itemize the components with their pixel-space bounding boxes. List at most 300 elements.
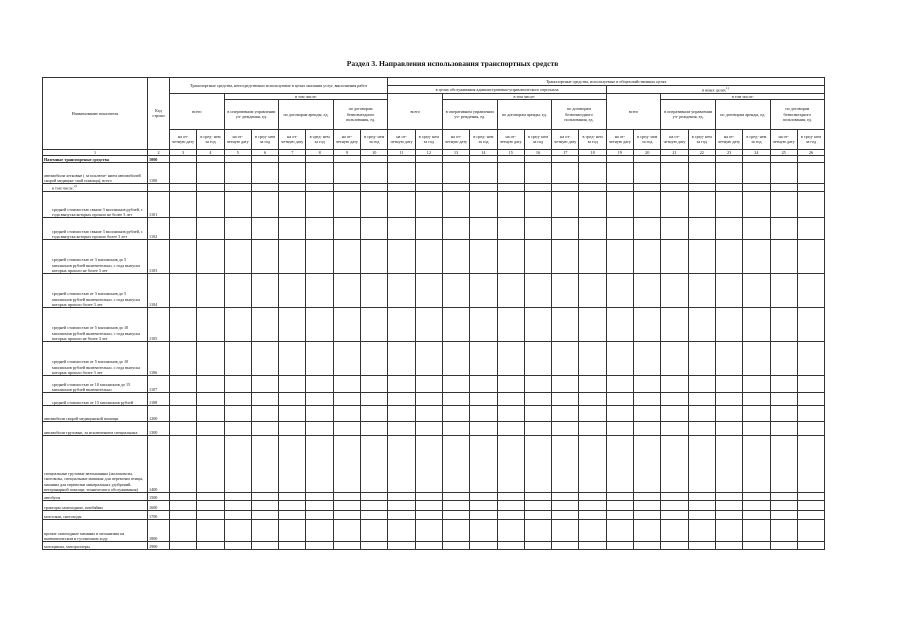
data-cell[interactable] — [442, 393, 469, 406]
data-cell[interactable] — [279, 240, 306, 274]
data-cell[interactable] — [388, 156, 415, 163]
data-cell[interactable] — [388, 192, 415, 218]
data-cell[interactable] — [606, 376, 633, 393]
data-cell[interactable] — [661, 274, 688, 308]
data-cell[interactable] — [197, 192, 224, 218]
data-cell[interactable] — [251, 501, 278, 511]
data-cell[interactable] — [524, 436, 551, 493]
data-cell[interactable] — [715, 184, 742, 192]
data-cell[interactable] — [224, 240, 251, 274]
data-cell[interactable] — [361, 542, 388, 550]
data-cell[interactable] — [333, 511, 360, 520]
data-cell[interactable] — [333, 163, 360, 184]
data-cell[interactable] — [688, 192, 715, 218]
data-cell[interactable] — [251, 342, 278, 376]
data-cell[interactable] — [497, 376, 524, 393]
data-cell[interactable] — [634, 184, 661, 192]
data-cell[interactable] — [415, 342, 442, 376]
data-cell[interactable] — [743, 192, 770, 218]
data-cell[interactable] — [579, 218, 606, 240]
data-cell[interactable] — [306, 240, 333, 274]
data-cell[interactable] — [770, 274, 797, 308]
data-cell[interactable] — [361, 308, 388, 342]
data-cell[interactable] — [306, 192, 333, 218]
data-cell[interactable] — [661, 393, 688, 406]
data-cell[interactable] — [224, 493, 251, 501]
data-cell[interactable] — [715, 240, 742, 274]
data-cell[interactable] — [170, 342, 197, 376]
data-cell[interactable] — [770, 422, 797, 436]
data-cell[interactable] — [770, 501, 797, 511]
data-cell[interactable] — [552, 376, 579, 393]
data-cell[interactable] — [306, 520, 333, 542]
data-cell[interactable] — [552, 156, 579, 163]
data-cell[interactable] — [279, 376, 306, 393]
data-cell[interactable] — [170, 520, 197, 542]
data-cell[interactable] — [251, 436, 278, 493]
data-cell[interactable] — [661, 406, 688, 422]
data-cell[interactable] — [579, 184, 606, 192]
data-cell[interactable] — [497, 493, 524, 501]
data-cell[interactable] — [524, 342, 551, 376]
data-cell[interactable] — [497, 501, 524, 511]
data-cell[interactable] — [415, 163, 442, 184]
data-cell[interactable] — [743, 184, 770, 192]
data-cell[interactable] — [442, 520, 469, 542]
data-cell[interactable] — [634, 218, 661, 240]
data-cell[interactable] — [197, 422, 224, 436]
data-cell[interactable] — [224, 274, 251, 308]
data-cell[interactable] — [442, 192, 469, 218]
data-cell[interactable] — [743, 342, 770, 376]
data-cell[interactable] — [606, 156, 633, 163]
data-cell[interactable] — [333, 493, 360, 501]
data-cell[interactable] — [388, 422, 415, 436]
data-cell[interactable] — [470, 240, 497, 274]
data-cell[interactable] — [388, 163, 415, 184]
data-cell[interactable] — [279, 218, 306, 240]
data-cell[interactable] — [579, 493, 606, 501]
data-cell[interactable] — [361, 376, 388, 393]
data-cell[interactable] — [333, 308, 360, 342]
data-cell[interactable] — [388, 501, 415, 511]
data-cell[interactable] — [634, 520, 661, 542]
data-cell[interactable] — [688, 342, 715, 376]
data-cell[interactable] — [579, 274, 606, 308]
data-cell[interactable] — [470, 436, 497, 493]
data-cell[interactable] — [170, 511, 197, 520]
data-cell[interactable] — [170, 376, 197, 393]
data-cell[interactable] — [606, 542, 633, 550]
data-cell[interactable] — [606, 163, 633, 184]
data-cell[interactable] — [797, 436, 824, 493]
data-cell[interactable] — [497, 274, 524, 308]
data-cell[interactable] — [634, 342, 661, 376]
data-cell[interactable] — [797, 163, 824, 184]
data-cell[interactable] — [524, 192, 551, 218]
data-cell[interactable] — [688, 501, 715, 511]
data-cell[interactable] — [251, 406, 278, 422]
data-cell[interactable] — [224, 436, 251, 493]
data-cell[interactable] — [579, 542, 606, 550]
data-cell[interactable] — [552, 406, 579, 422]
data-cell[interactable] — [552, 163, 579, 184]
data-cell[interactable] — [442, 376, 469, 393]
data-cell[interactable] — [279, 393, 306, 406]
data-cell[interactable] — [224, 501, 251, 511]
data-cell[interactable] — [715, 406, 742, 422]
data-cell[interactable] — [552, 274, 579, 308]
data-cell[interactable] — [470, 163, 497, 184]
data-cell[interactable] — [606, 308, 633, 342]
data-cell[interactable] — [634, 501, 661, 511]
data-cell[interactable] — [224, 218, 251, 240]
data-cell[interactable] — [442, 218, 469, 240]
data-cell[interactable] — [415, 542, 442, 550]
data-cell[interactable] — [524, 163, 551, 184]
data-cell[interactable] — [606, 511, 633, 520]
data-cell[interactable] — [606, 184, 633, 192]
data-cell[interactable] — [552, 218, 579, 240]
data-cell[interactable] — [442, 163, 469, 184]
data-cell[interactable] — [170, 218, 197, 240]
data-cell[interactable] — [606, 422, 633, 436]
data-cell[interactable] — [442, 542, 469, 550]
data-cell[interactable] — [606, 436, 633, 493]
data-cell[interactable] — [306, 511, 333, 520]
data-cell[interactable] — [470, 274, 497, 308]
data-cell[interactable] — [415, 493, 442, 501]
data-cell[interactable] — [170, 406, 197, 422]
data-cell[interactable] — [797, 376, 824, 393]
data-cell[interactable] — [306, 274, 333, 308]
data-cell[interactable] — [797, 192, 824, 218]
data-cell[interactable] — [251, 274, 278, 308]
data-cell[interactable] — [770, 493, 797, 501]
data-cell[interactable] — [770, 156, 797, 163]
data-cell[interactable] — [361, 501, 388, 511]
data-cell[interactable] — [770, 520, 797, 542]
data-cell[interactable] — [579, 393, 606, 406]
data-cell[interactable] — [333, 422, 360, 436]
data-cell[interactable] — [770, 542, 797, 550]
data-cell[interactable] — [552, 422, 579, 436]
data-cell[interactable] — [279, 156, 306, 163]
data-cell[interactable] — [442, 274, 469, 308]
data-cell[interactable] — [333, 406, 360, 422]
data-cell[interactable] — [361, 493, 388, 501]
data-cell[interactable] — [606, 393, 633, 406]
data-cell[interactable] — [552, 501, 579, 511]
data-cell[interactable] — [579, 376, 606, 393]
data-cell[interactable] — [224, 308, 251, 342]
data-cell[interactable] — [497, 542, 524, 550]
data-cell[interactable] — [251, 376, 278, 393]
data-cell[interactable] — [470, 511, 497, 520]
data-cell[interactable] — [388, 342, 415, 376]
data-cell[interactable] — [634, 493, 661, 501]
data-cell[interactable] — [715, 192, 742, 218]
data-cell[interactable] — [524, 501, 551, 511]
data-cell[interactable] — [688, 493, 715, 501]
data-cell[interactable] — [743, 163, 770, 184]
data-cell[interactable] — [715, 342, 742, 376]
data-cell[interactable] — [770, 240, 797, 274]
data-cell[interactable] — [306, 163, 333, 184]
data-cell[interactable] — [388, 184, 415, 192]
data-cell[interactable] — [470, 542, 497, 550]
data-cell[interactable] — [661, 163, 688, 184]
data-cell[interactable] — [715, 156, 742, 163]
data-cell[interactable] — [170, 184, 197, 192]
data-cell[interactable] — [170, 308, 197, 342]
data-cell[interactable] — [524, 422, 551, 436]
data-cell[interactable] — [688, 240, 715, 274]
data-cell[interactable] — [388, 520, 415, 542]
data-cell[interactable] — [197, 156, 224, 163]
data-cell[interactable] — [579, 342, 606, 376]
data-cell[interactable] — [470, 501, 497, 511]
data-cell[interactable] — [579, 436, 606, 493]
data-cell[interactable] — [579, 308, 606, 342]
data-cell[interactable] — [497, 156, 524, 163]
data-cell[interactable] — [606, 218, 633, 240]
data-cell[interactable] — [661, 376, 688, 393]
data-cell[interactable] — [251, 422, 278, 436]
data-cell[interactable] — [415, 520, 442, 542]
data-cell[interactable] — [442, 342, 469, 376]
data-cell[interactable] — [715, 163, 742, 184]
data-cell[interactable] — [770, 342, 797, 376]
data-cell[interactable] — [442, 501, 469, 511]
data-cell[interactable] — [797, 422, 824, 436]
data-cell[interactable] — [170, 393, 197, 406]
data-cell[interactable] — [415, 218, 442, 240]
data-cell[interactable] — [715, 393, 742, 406]
data-cell[interactable] — [688, 376, 715, 393]
data-cell[interactable] — [306, 422, 333, 436]
data-cell[interactable] — [497, 184, 524, 192]
data-cell[interactable] — [442, 240, 469, 274]
data-cell[interactable] — [770, 406, 797, 422]
data-cell[interactable] — [552, 393, 579, 406]
data-cell[interactable] — [388, 218, 415, 240]
data-cell[interactable] — [524, 274, 551, 308]
data-cell[interactable] — [333, 274, 360, 308]
data-cell[interactable] — [224, 406, 251, 422]
data-cell[interactable] — [470, 422, 497, 436]
data-cell[interactable] — [634, 376, 661, 393]
data-cell[interactable] — [524, 406, 551, 422]
data-cell[interactable] — [251, 156, 278, 163]
data-cell[interactable] — [770, 393, 797, 406]
data-cell[interactable] — [251, 308, 278, 342]
data-cell[interactable] — [688, 274, 715, 308]
data-cell[interactable] — [361, 240, 388, 274]
data-cell[interactable] — [415, 274, 442, 308]
data-cell[interactable] — [470, 218, 497, 240]
data-cell[interactable] — [470, 406, 497, 422]
data-cell[interactable] — [224, 184, 251, 192]
data-cell[interactable] — [197, 376, 224, 393]
data-cell[interactable] — [470, 184, 497, 192]
data-cell[interactable] — [715, 422, 742, 436]
data-cell[interactable] — [306, 156, 333, 163]
data-cell[interactable] — [442, 184, 469, 192]
data-cell[interactable] — [361, 511, 388, 520]
data-cell[interactable] — [224, 422, 251, 436]
data-cell[interactable] — [442, 308, 469, 342]
data-cell[interactable] — [715, 308, 742, 342]
data-cell[interactable] — [251, 542, 278, 550]
data-cell[interactable] — [333, 156, 360, 163]
data-cell[interactable] — [606, 493, 633, 501]
data-cell[interactable] — [251, 393, 278, 406]
data-cell[interactable] — [197, 342, 224, 376]
data-cell[interactable] — [688, 393, 715, 406]
data-cell[interactable] — [415, 406, 442, 422]
data-cell[interactable] — [524, 511, 551, 520]
data-cell[interactable] — [497, 406, 524, 422]
data-cell[interactable] — [797, 240, 824, 274]
data-cell[interactable] — [415, 376, 442, 393]
data-cell[interactable] — [524, 184, 551, 192]
data-cell[interactable] — [606, 274, 633, 308]
data-cell[interactable] — [634, 163, 661, 184]
data-cell[interactable] — [306, 342, 333, 376]
data-cell[interactable] — [224, 376, 251, 393]
data-cell[interactable] — [361, 342, 388, 376]
data-cell[interactable] — [661, 501, 688, 511]
data-cell[interactable] — [661, 436, 688, 493]
data-cell[interactable] — [715, 511, 742, 520]
data-cell[interactable] — [470, 393, 497, 406]
data-cell[interactable] — [197, 274, 224, 308]
data-cell[interactable] — [361, 520, 388, 542]
data-cell[interactable] — [634, 192, 661, 218]
data-cell[interactable] — [170, 163, 197, 184]
data-cell[interactable] — [634, 240, 661, 274]
data-cell[interactable] — [579, 501, 606, 511]
data-cell[interactable] — [197, 511, 224, 520]
data-cell[interactable] — [715, 501, 742, 511]
data-cell[interactable] — [688, 156, 715, 163]
data-cell[interactable] — [170, 501, 197, 511]
data-cell[interactable] — [333, 184, 360, 192]
data-cell[interactable] — [715, 274, 742, 308]
data-cell[interactable] — [361, 184, 388, 192]
data-cell[interactable] — [388, 542, 415, 550]
data-cell[interactable] — [661, 240, 688, 274]
data-cell[interactable] — [224, 393, 251, 406]
data-cell[interactable] — [743, 493, 770, 501]
data-cell[interactable] — [579, 240, 606, 274]
data-cell[interactable] — [170, 156, 197, 163]
data-cell[interactable] — [497, 308, 524, 342]
data-cell[interactable] — [715, 520, 742, 542]
data-cell[interactable] — [634, 406, 661, 422]
data-cell[interactable] — [251, 493, 278, 501]
data-cell[interactable] — [770, 511, 797, 520]
data-cell[interactable] — [497, 342, 524, 376]
data-cell[interactable] — [170, 436, 197, 493]
data-cell[interactable] — [797, 156, 824, 163]
data-cell[interactable] — [634, 422, 661, 436]
data-cell[interactable] — [251, 218, 278, 240]
data-cell[interactable] — [497, 422, 524, 436]
data-cell[interactable] — [743, 422, 770, 436]
data-cell[interactable] — [797, 218, 824, 240]
data-cell[interactable] — [606, 240, 633, 274]
data-cell[interactable] — [715, 376, 742, 393]
data-cell[interactable] — [279, 274, 306, 308]
data-cell[interactable] — [415, 436, 442, 493]
data-cell[interactable] — [279, 436, 306, 493]
data-cell[interactable] — [333, 218, 360, 240]
data-cell[interactable] — [197, 406, 224, 422]
data-cell[interactable] — [524, 240, 551, 274]
data-cell[interactable] — [224, 511, 251, 520]
data-cell[interactable] — [361, 436, 388, 493]
data-cell[interactable] — [470, 192, 497, 218]
data-cell[interactable] — [634, 393, 661, 406]
data-cell[interactable] — [415, 240, 442, 274]
data-cell[interactable] — [552, 520, 579, 542]
data-cell[interactable] — [715, 542, 742, 550]
data-cell[interactable] — [606, 192, 633, 218]
data-cell[interactable] — [552, 192, 579, 218]
data-cell[interactable] — [524, 493, 551, 501]
data-cell[interactable] — [470, 493, 497, 501]
data-cell[interactable] — [770, 192, 797, 218]
data-cell[interactable] — [579, 520, 606, 542]
data-cell[interactable] — [743, 406, 770, 422]
data-cell[interactable] — [797, 308, 824, 342]
data-cell[interactable] — [170, 240, 197, 274]
data-cell[interactable] — [497, 511, 524, 520]
data-cell[interactable] — [306, 184, 333, 192]
data-cell[interactable] — [415, 393, 442, 406]
data-cell[interactable] — [388, 511, 415, 520]
data-cell[interactable] — [279, 184, 306, 192]
data-cell[interactable] — [497, 393, 524, 406]
data-cell[interactable] — [279, 511, 306, 520]
data-cell[interactable] — [306, 501, 333, 511]
data-cell[interactable] — [552, 542, 579, 550]
data-cell[interactable] — [661, 218, 688, 240]
data-cell[interactable] — [197, 501, 224, 511]
data-cell[interactable] — [197, 184, 224, 192]
data-cell[interactable] — [524, 156, 551, 163]
data-cell[interactable] — [661, 156, 688, 163]
data-cell[interactable] — [442, 422, 469, 436]
data-cell[interactable] — [415, 184, 442, 192]
data-cell[interactable] — [579, 511, 606, 520]
data-cell[interactable] — [634, 542, 661, 550]
data-cell[interactable] — [552, 184, 579, 192]
data-cell[interactable] — [361, 406, 388, 422]
data-cell[interactable] — [388, 406, 415, 422]
data-cell[interactable] — [770, 308, 797, 342]
data-cell[interactable] — [797, 342, 824, 376]
data-cell[interactable] — [497, 240, 524, 274]
data-cell[interactable] — [224, 156, 251, 163]
data-cell[interactable] — [197, 436, 224, 493]
data-cell[interactable] — [361, 274, 388, 308]
data-cell[interactable] — [470, 376, 497, 393]
data-cell[interactable] — [552, 511, 579, 520]
data-cell[interactable] — [306, 393, 333, 406]
